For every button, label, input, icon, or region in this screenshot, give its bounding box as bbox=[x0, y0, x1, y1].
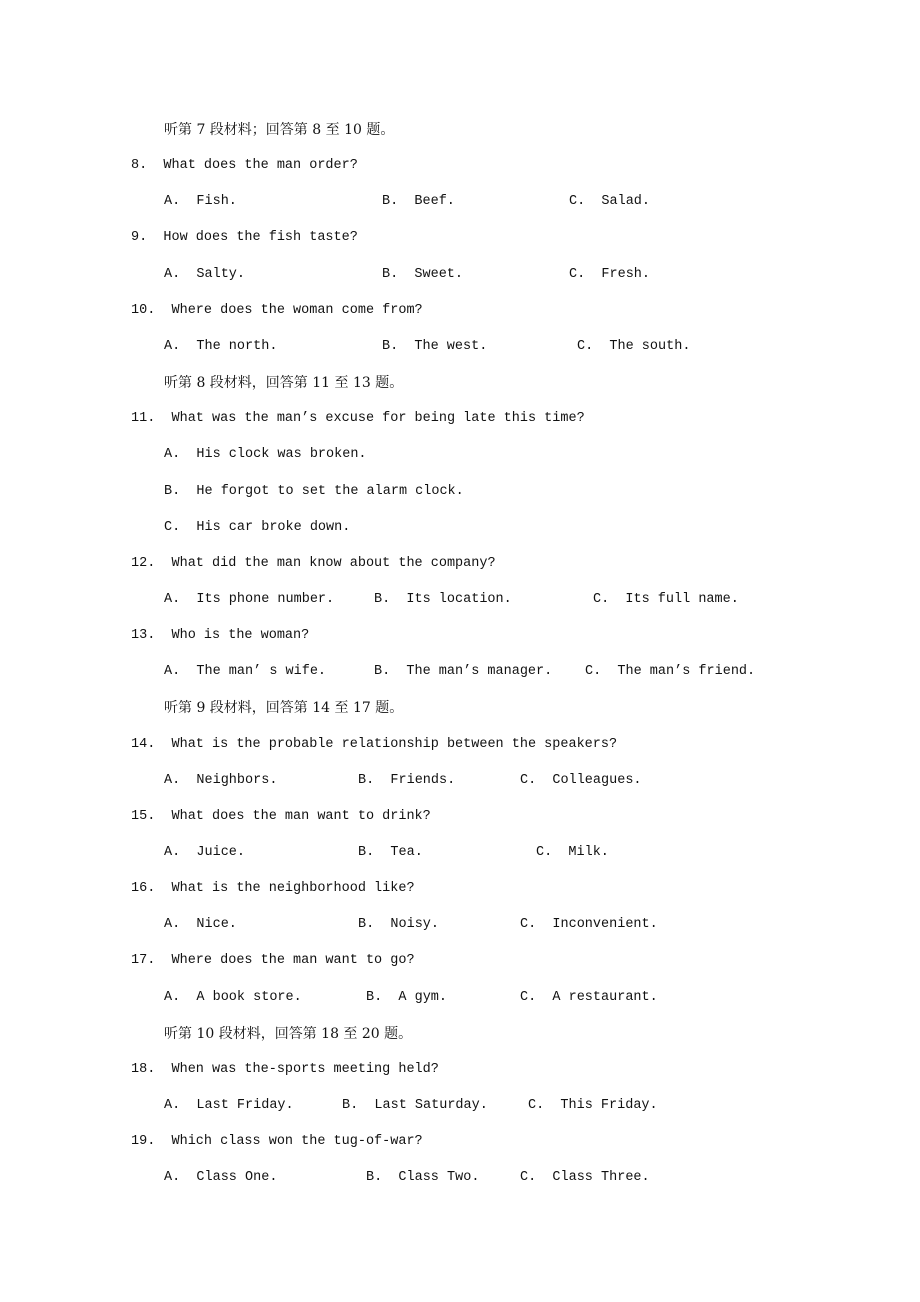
answer-option: B. The west. bbox=[382, 338, 488, 354]
answer-option: C. Inconvenient. bbox=[520, 917, 658, 933]
answer-option: B. Beef. bbox=[382, 194, 455, 210]
answer-option: A. The man’ s wife. bbox=[164, 664, 327, 680]
answer-option: C. The south. bbox=[577, 338, 691, 354]
answer-option: C. Class Three. bbox=[520, 1170, 650, 1186]
answer-option: B. He forgot to set the alarm clock. bbox=[164, 483, 464, 499]
answer-option: A. Last Friday. bbox=[164, 1098, 294, 1114]
question: 18. When was the-sports meeting held? bbox=[131, 1061, 439, 1077]
answer-option: C. Its full name. bbox=[593, 591, 739, 607]
section-heading: 听第 7 段材料；回答第 8 至 10 题。 bbox=[164, 122, 395, 138]
answer-option: B. Noisy. bbox=[358, 917, 440, 933]
answer-option: A. A book store. bbox=[164, 989, 302, 1005]
question: 15. What does the man want to drink? bbox=[131, 808, 431, 824]
question: 17. Where does the man want to go? bbox=[131, 953, 415, 969]
answer-option: B. A gym. bbox=[366, 989, 448, 1005]
answer-option: C. A restaurant. bbox=[520, 989, 658, 1005]
answer-option: A. His clock was broken. bbox=[164, 447, 367, 463]
question: 8. What does the man order? bbox=[131, 158, 358, 174]
question: 10. Where does the woman come from? bbox=[131, 302, 423, 318]
answer-option: B. Tea. bbox=[358, 845, 423, 860]
answer-option: C. Fresh. bbox=[569, 266, 651, 282]
question: 19. Which class won the tug-of-war? bbox=[131, 1134, 423, 1150]
answer-option: C. Milk. bbox=[536, 845, 609, 860]
answer-option: B. Class Two. bbox=[366, 1170, 480, 1186]
answer-option: C. Colleagues. bbox=[520, 772, 642, 788]
question: 11. What was the man’s excuse for being late this time? bbox=[131, 411, 585, 427]
answer-option: C. Salad. bbox=[569, 194, 651, 210]
question: 12. What did the man know about the company? bbox=[131, 555, 496, 571]
answer-option: C. His car broke down. bbox=[164, 519, 351, 535]
answer-option: B. Its location. bbox=[374, 591, 512, 607]
answer-option: B. Last Saturday. bbox=[342, 1098, 488, 1114]
answer-option: B. Sweet. bbox=[382, 266, 464, 282]
answer-option: A. Its phone number. bbox=[164, 591, 335, 607]
section-heading: 听第 9 段材料，回答第 14 至 17 题。 bbox=[164, 700, 404, 717]
answer-option: B. Friends. bbox=[358, 772, 456, 788]
answer-option: A. Neighbors. bbox=[164, 772, 278, 788]
answer-option: C. The man’s friend. bbox=[585, 664, 756, 680]
answer-option: A. The north. bbox=[164, 338, 278, 354]
question: 13. Who is the woman? bbox=[131, 628, 310, 644]
question: 16. What is the neighborhood like? bbox=[131, 881, 415, 897]
question: 14. What is the probable relationship between the speakers? bbox=[131, 736, 618, 752]
answer-option: A. Class One. bbox=[164, 1170, 278, 1186]
answer-option: A. Nice. bbox=[164, 917, 237, 933]
answer-option: C. This Friday. bbox=[528, 1098, 658, 1114]
section-heading: 听第 8 段材料，回答第 11 至 13 题。 bbox=[164, 375, 404, 392]
answer-option: A. Fish. bbox=[164, 194, 237, 210]
question: 9. How does the fish taste? bbox=[131, 230, 358, 246]
answer-option: B. The man’s manager. bbox=[374, 664, 553, 680]
answer-option: A. Juice. bbox=[164, 845, 246, 860]
answer-option: A. Salty. bbox=[164, 266, 246, 282]
section-heading: 听第 10 段材料，回答第 18 至 20 题。 bbox=[164, 1025, 413, 1042]
